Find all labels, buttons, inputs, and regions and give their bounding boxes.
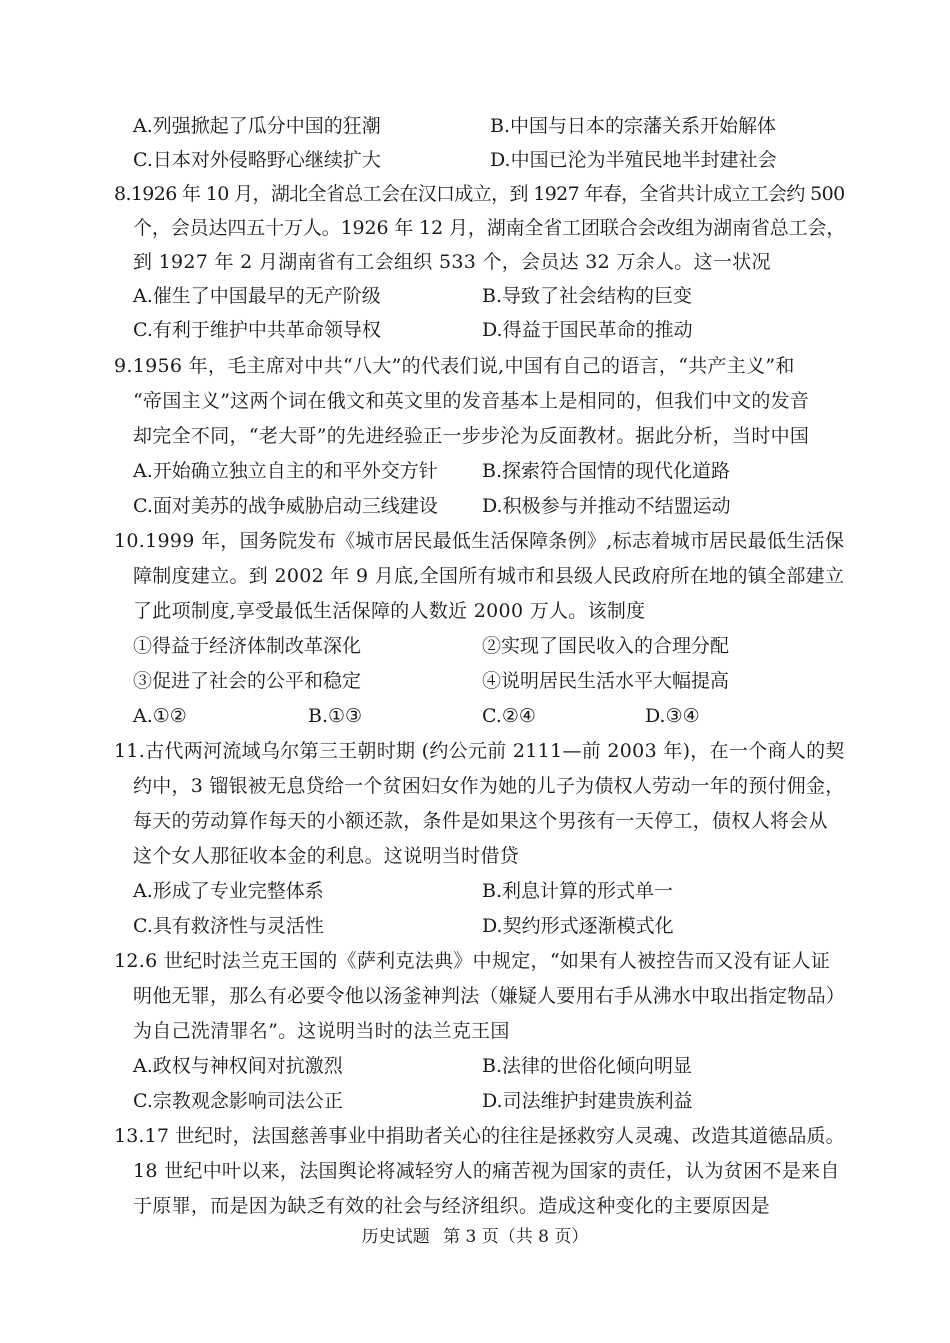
q12-stem-line-1: 12.6 世纪时法兰克王国的《萨利克法典》中规定，“如果有人被控告而又没有证人证 (114, 950, 831, 972)
q10-stem-line-3: 了此项制度,享受最低生活保障的人数近 2000 万人。该制度 (133, 600, 646, 622)
q10-option-a: A.①② (133, 705, 187, 727)
q7-option-c: C.日本对外侵略野心继续扩大 (133, 149, 381, 171)
q8-stem-line-3: 到 1927 年 2 月湖南省有工会组织 533 个，会员达 32 万余人。这一状况 (133, 251, 771, 273)
q11-option-d: D.契约形式逐渐模式化 (482, 915, 674, 937)
q7-option-d: D.中国已沦为半殖民地半封建社会 (490, 149, 777, 171)
q8-option-b: B.导致了社会结构的巨变 (482, 285, 693, 307)
q12-stem-line-2: 明他无罪，那么有必要令他以汤釜神判法（嫌疑人要用右手从沸水中取出指定物品） (133, 985, 846, 1007)
q9-stem-line-3: 却完全不同，“老大哥”的先进经验正一步步沦为反面教材。据此分析，当时中国 (133, 425, 810, 447)
q9-stem-line-1: 9.1956 年，毛主席对中共“八大”的代表们说,中国有自己的语言，“共产主义”和 (114, 355, 795, 377)
q11-option-c: C.具有救济性与灵活性 (133, 915, 324, 937)
q10-statement-2: ②实现了国民收入的合理分配 (482, 635, 730, 657)
q10-option-c: C.②④ (482, 705, 536, 727)
q9-stem-line-2: “帝国主义”这两个词在俄文和英文里的发音基本上是相同的，但我们中文的发音 (133, 390, 810, 412)
q10-stem-line-2: 障制度建立。到 2002 年 9 月底,全国所有城市和县级人民政府所在地的镇全部建立 (133, 565, 845, 587)
footer-subject: 历史试题 (361, 1227, 430, 1247)
q13-stem-line-2: 18 世纪中叶以来，法国舆论将减轻穷人的痛苦视为国家的责任，认为贫困不是来自 (133, 1160, 840, 1182)
q9-option-b: B.探索符合国情的现代化道路 (482, 460, 731, 482)
q9-option-c: C.面对美苏的战争威胁启动三线建设 (133, 495, 438, 517)
q12-option-b: B.法律的世俗化倾向明显 (482, 1055, 693, 1077)
q11-stem-line-2: 约中，3 镏银被无息贷给一个贫困妇女作为她的儿子为债权人劳动一年的预付佣金， (133, 775, 845, 797)
page-footer (0, 1226, 950, 1248)
footer-page-number: 第 3 页（共 8 页） (443, 1227, 589, 1247)
q9-option-d: D.积极参与并推动不结盟运动 (482, 495, 731, 517)
q8-option-c: C.有利于维护中共革命领导权 (133, 319, 381, 341)
q12-option-c: C.宗教观念影响司法公正 (133, 1090, 343, 1112)
q13-stem-line-1: 13.17 世纪时，法国慈善事业中捐助者关心的往往是拯救穷人灵魂、改造其道德品质。 (114, 1125, 845, 1147)
q7-option-a: A.列强掀起了瓜分中国的狂潮 (133, 115, 381, 137)
q8-stem-line-1: 8.1926 年 10 月，湖北全省总工会在汉口成立，到 1927 年春，全省共计成立工会约 500 (114, 183, 845, 205)
q9-option-a: A.开始确立独立自主的和平外交方针 (133, 460, 438, 482)
q11-option-b: B.利息计算的形式单一 (482, 880, 674, 902)
q11-stem-line-4: 这个女人那征收本金的利息。这说明当时借贷 (133, 845, 520, 867)
q11-option-a: A.形成了专业完整体系 (133, 880, 324, 902)
q11-stem-line-3: 每天的劳动算作每天的小额还款，条件是如果这个男孩有一天停工，债权人将会从 (133, 810, 828, 832)
q10-statement-4: ④说明居民生活水平大幅提高 (482, 670, 730, 692)
q10-statement-3: ③促进了社会的公平和稳定 (133, 670, 362, 692)
q8-stem-line-2: 个，会员达四五十万人。1926 年 12 月，湖南全省工团联合会改组为湖南省总工会， (133, 217, 846, 239)
q8-option-d: D.得益于国民革命的推动 (482, 319, 693, 341)
q11-stem-line-1: 11.古代两河流域乌尔第三王朝时期 (约公元前 2111—前 2003 年)，在一个商人的契 (114, 740, 845, 762)
q12-stem-line-3: 为自己洗清罪名”。这说明当时的法兰克王国 (133, 1020, 510, 1042)
q10-option-b: B.①③ (308, 705, 363, 727)
q10-statement-1: ①得益于经济体制改革深化 (133, 635, 362, 657)
q10-stem-line-1: 10.1999 年，国务院发布《城市居民最低生活保障条例》,标志着城市居民最低生活保 (114, 530, 845, 552)
q13-stem-line-3: 于原罪，而是因为缺乏有效的社会与经济组织。造成这种变化的主要原因是 (133, 1195, 770, 1217)
q12-option-d: D.司法维护封建贵族利益 (482, 1090, 693, 1112)
q10-option-d: D.③④ (645, 705, 700, 727)
q12-option-a: A.政权与神权间对抗激烈 (133, 1055, 343, 1077)
q7-option-b: B.中国与日本的宗藩关系开始解体 (490, 115, 777, 137)
q8-option-a: A.催生了中国最早的无产阶级 (133, 285, 381, 307)
